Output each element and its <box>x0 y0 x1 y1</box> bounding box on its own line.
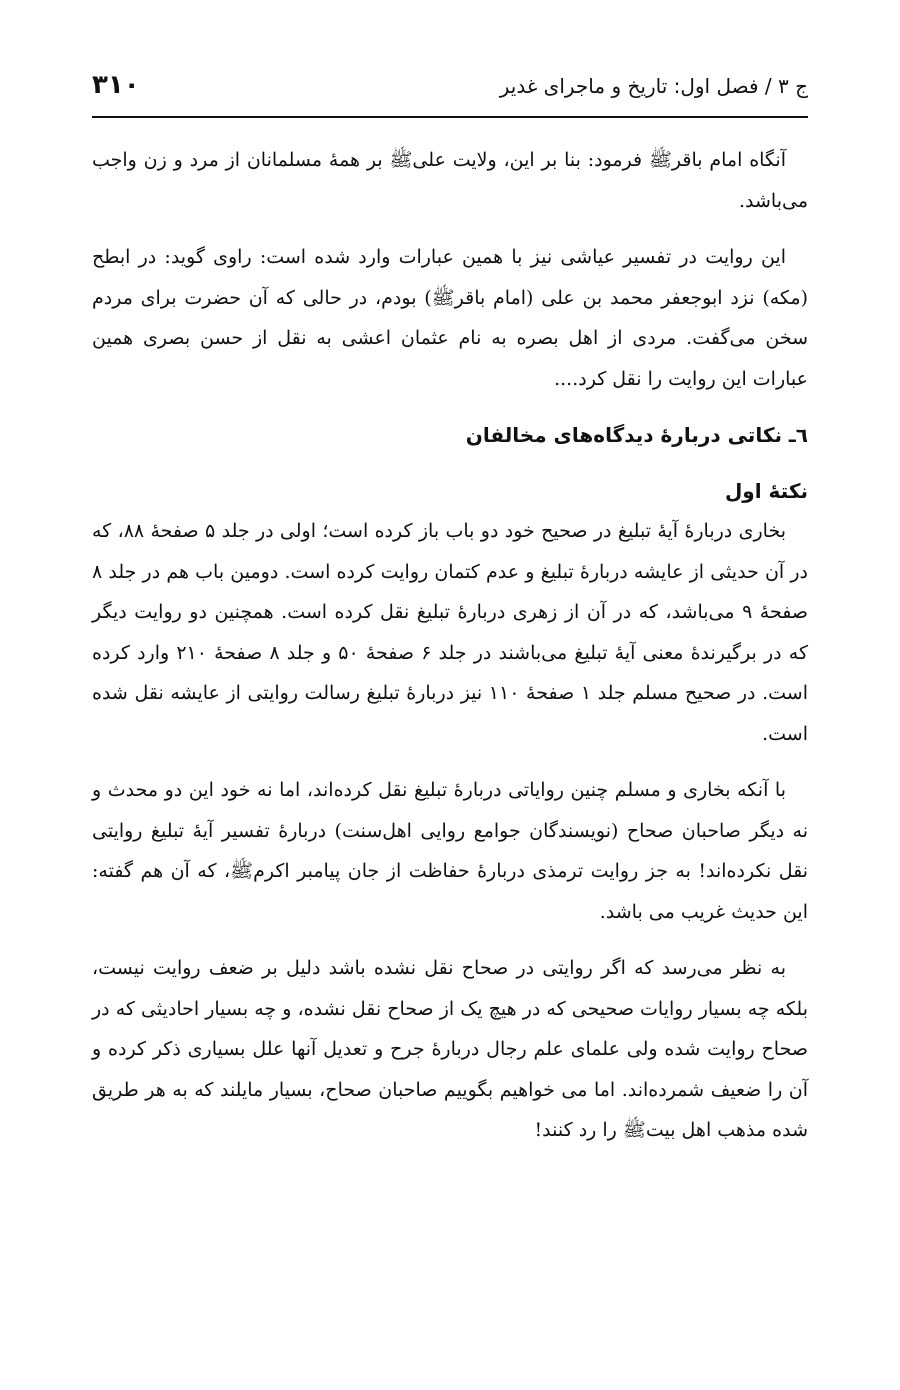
paragraph-imam-baqir-statement: آنگاه امام باقر‌ﷺ فرمود: بنا بر این، ولایت علی‌ﷺ بر همهٔ مسلمانان از مرد و زن واجب می‌باشد. <box>92 149 808 212</box>
paragraph-bukhari-tabligh: بخاری دربارهٔ آیهٔ تبلیغ در صحیح خود دو باب باز کرده است؛ اولی در جلد ۵ صفحهٔ ۸۸، که در آن حدیثی از عایشه دربارهٔ تبلیغ و عدم کتمان روایت کرده است. دومین باب هم در جلد ۸ صفحهٔ ۹ می‌باشد، که در آن از زهری دربارهٔ تبلیغ نقل کرده است. همچنین دو روایت دیگر که در برگیرندهٔ معنی آیهٔ تبلیغ می‌باشند در جلد ۶ صفحهٔ ۵۰ و جلد ۸ صفحهٔ ۲۱۰ وارد کرده است. در صحیح مسلم جلد ۱ صفحهٔ ۱۱۰ نیز دربارهٔ تبلیغ رسالت روایتی از عایشه نقل شده است. <box>92 520 808 745</box>
paragraph-ayyashi-narration: این روایت در تفسیر عیاشی نیز با همین عبارات وارد شده است: راوی گوید: در ابطح (مکه) نزد ابوجعفر محمد بن علی (امام باقر‌ﷺ) بودم، در حالی که آن حضرت برای مردم سخن می‌گفت. مردی از اهل بصره به نام عثمان اعشی به نقل از حسن بصری همین عبارات این روایت را نقل کرد.... <box>92 246 808 390</box>
page-body <box>92 140 808 1151</box>
paragraph-bukhari-muslim: با آنکه بخاری و مسلم چنین روایاتی دربارهٔ تبلیغ نقل کرده‌اند، اما نه خود این دو محدث و نه دیگر صاحبان صحاح (نویسندگان جوامع روایی اهل‌سنت) دربارهٔ تفسیر آیهٔ تبلیغ روایتی نقل نکرده‌اند! به جز روایت ترمذی دربارهٔ حفاظت از جان پیامبر اکرمﷺ، که آن هم گفته: این حدیث غریب می باشد. <box>92 779 808 923</box>
paragraph-sihah-conclusion: به نظر می‌رسد که اگر روایتی در صحاح نقل نشده باشد دلیل بر ضعف روایت نیست، بلکه چه بسیار روایات صحیحی که در هیچ یک از صحاح نقل نشده، و چه بسیار احادیثی که در صحاح روایت شده ولی علمای علم رجال دربارهٔ جرح و تعدیل آنها علل بسیاری ذکر کرده و آن را ضعیف شمرده‌اند. اما می خواهیم بگوییم صاحبان صحاح، بسیار مایلند که به هر طریق شده مذهب اهل بیت‌ﷺ را رد کنند! <box>92 957 808 1141</box>
page-number: ۳۱۰ <box>92 70 140 100</box>
page-header <box>92 60 808 118</box>
section-heading: ٦ـ نکاتی دربارهٔ دیدگاه‌های مخالفان <box>465 423 808 447</box>
point-heading: نکتهٔ اول <box>724 479 808 503</box>
running-title: ج ۳ / فصل اول: تاریخ و ماجرای غدیر <box>499 74 808 98</box>
